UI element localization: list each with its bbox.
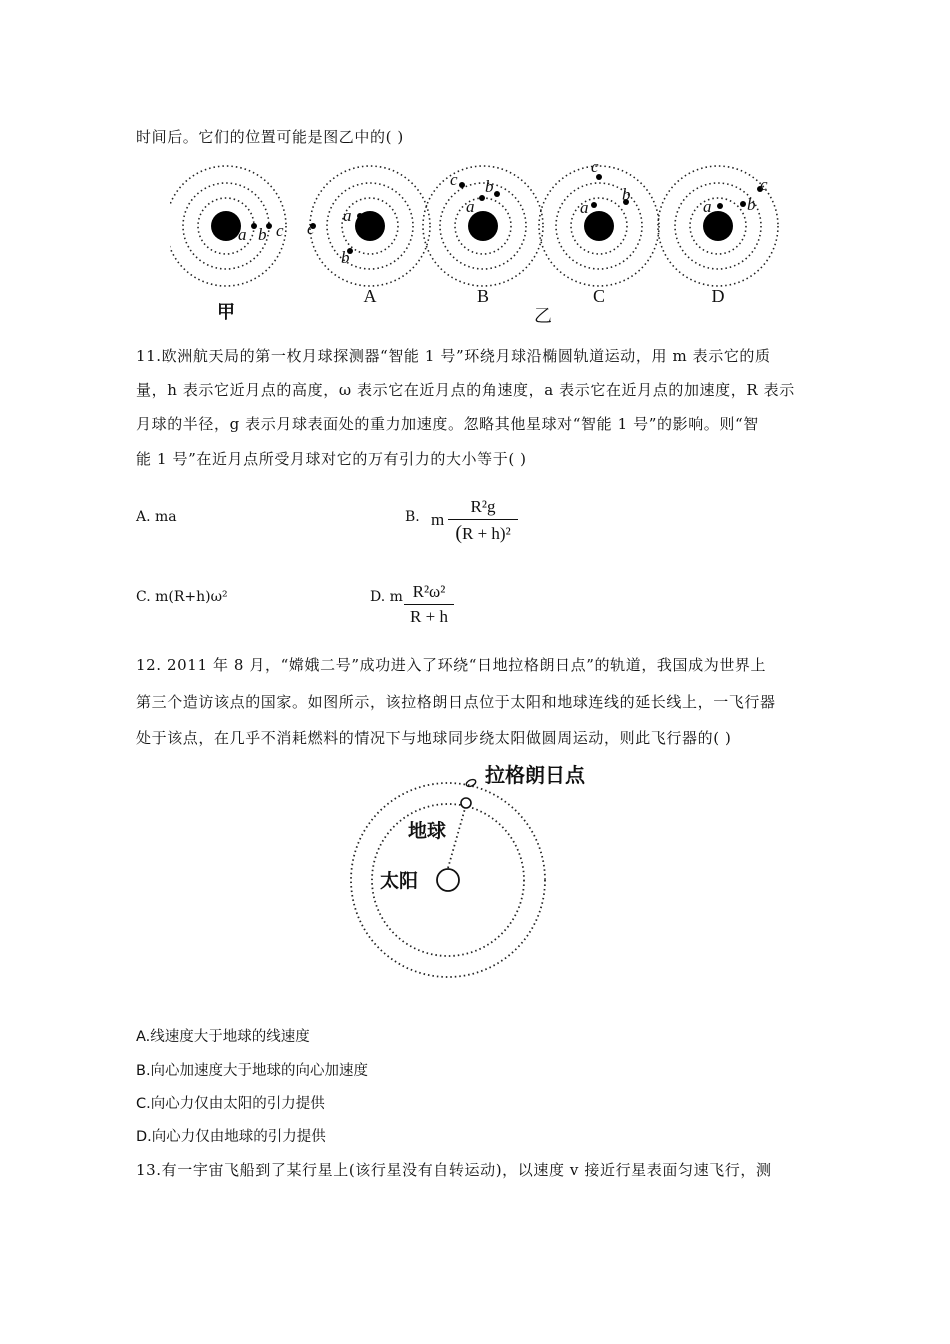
sat-label-a: a: [466, 197, 475, 216]
fraction-bar: [448, 519, 518, 520]
q11-option-d-denominator: R + h: [410, 607, 448, 626]
label-B: B: [476, 286, 490, 306]
sat-label-a: a: [343, 206, 352, 225]
sat-label-a: a: [238, 225, 247, 244]
q11-option-d-label: D. m: [370, 589, 403, 605]
sat-label-a: a: [703, 197, 712, 216]
q11-line-2: 量，h 表示它近月点的高度，ω 表示它在近月点的角速度，a 表示它在近月点的加速度，R 表示: [136, 381, 795, 399]
q11-option-b-numerator: R²g: [470, 497, 496, 516]
q10-orbit-figure: [170, 160, 800, 330]
spacecraft-icon: [465, 778, 477, 788]
q11-option-b-fraction: [448, 497, 518, 545]
q11-option-c: C. m(R+h)ω²: [136, 589, 228, 605]
q12-option-a: A.线速度大于地球的线速度: [136, 1029, 310, 1045]
fraction-bar: [404, 604, 454, 605]
q12-option-b: B.向心加速度大于地球的向心加速度: [136, 1063, 369, 1079]
lagrange-point-label: 拉格朗日点: [485, 765, 585, 787]
label-A: A: [363, 286, 377, 306]
sat-label-c: c: [591, 160, 599, 176]
sat-label-b: b: [747, 195, 756, 214]
q11-option-b-coef: m: [431, 510, 445, 529]
sat-label-c: c: [450, 170, 458, 189]
q12-lagrange-figure: [340, 755, 620, 985]
q12-line-1: 12. 2011 年 8 月，“嫦娥二号”成功进入了环绕“日地拉格朗日点”的轨道，我国成为世界上: [136, 656, 767, 674]
q10-tail: 时间后。它们的位置可能是图乙中的( ): [136, 128, 404, 146]
q11-option-d-numerator: R²ω²: [412, 582, 446, 601]
sat-label-a: a: [580, 198, 589, 217]
q11-option-a: A. ma: [136, 509, 177, 525]
sat-label-c: c: [760, 175, 768, 194]
q12-option-d: D.向心力仅由地球的引力提供: [136, 1129, 326, 1145]
q12-line-2: 第三个造访该点的国家。如图所示，该拉格朗日点位于太阳和地球连线的延长线上，一飞行器: [136, 693, 776, 711]
sat-label-b: b: [622, 185, 631, 204]
q13-line-1: 13.有一宇宙飞船到了某行星上(该行星没有自转运动)，以速度 v 接近行星表面匀速飞行，测: [136, 1161, 772, 1179]
label-D: D: [711, 286, 725, 306]
q12-option-c: C.向心力仅由太阳的引力提供: [136, 1096, 325, 1112]
sat-label-b: b: [258, 225, 267, 244]
q12-line-3: 处于该点，在几乎不消耗燃料的情况下与地球同步绕太阳做圆周运动，则此飞行器的( ): [136, 729, 732, 747]
label-C: C: [592, 286, 606, 306]
label-yi: 乙: [534, 306, 552, 326]
sat-label-c: c: [276, 221, 284, 240]
sat-label-b: b: [485, 177, 494, 196]
q11-option-b-label: B.: [405, 509, 420, 525]
sat-label-b: b: [341, 248, 350, 267]
label-jia: 甲: [217, 302, 235, 322]
sun-label: 太阳: [380, 871, 419, 892]
q11-line-1: 11.欧洲航天局的第一枚月球探测器“智能 1 号”环绕月球沿椭圆轨道运动，用 m 表示它的质: [136, 347, 771, 365]
q11-line-3: 月球的半径，g 表示月球表面处的重力加速度。忽略其他星球对“智能 1 号”的影响。则“智: [136, 415, 759, 433]
q11-option-b-denominator: (R + h)²: [455, 522, 511, 544]
q11-option-d-fraction: [404, 582, 454, 627]
sat-label-c: c: [307, 219, 315, 238]
earth-label: 地球: [408, 821, 447, 842]
q11-line-4: 能 1 号”在近月点所受月球对它的万有引力的大小等于( ): [136, 450, 527, 468]
earth-icon: [461, 798, 471, 808]
sun-icon: [437, 869, 459, 891]
